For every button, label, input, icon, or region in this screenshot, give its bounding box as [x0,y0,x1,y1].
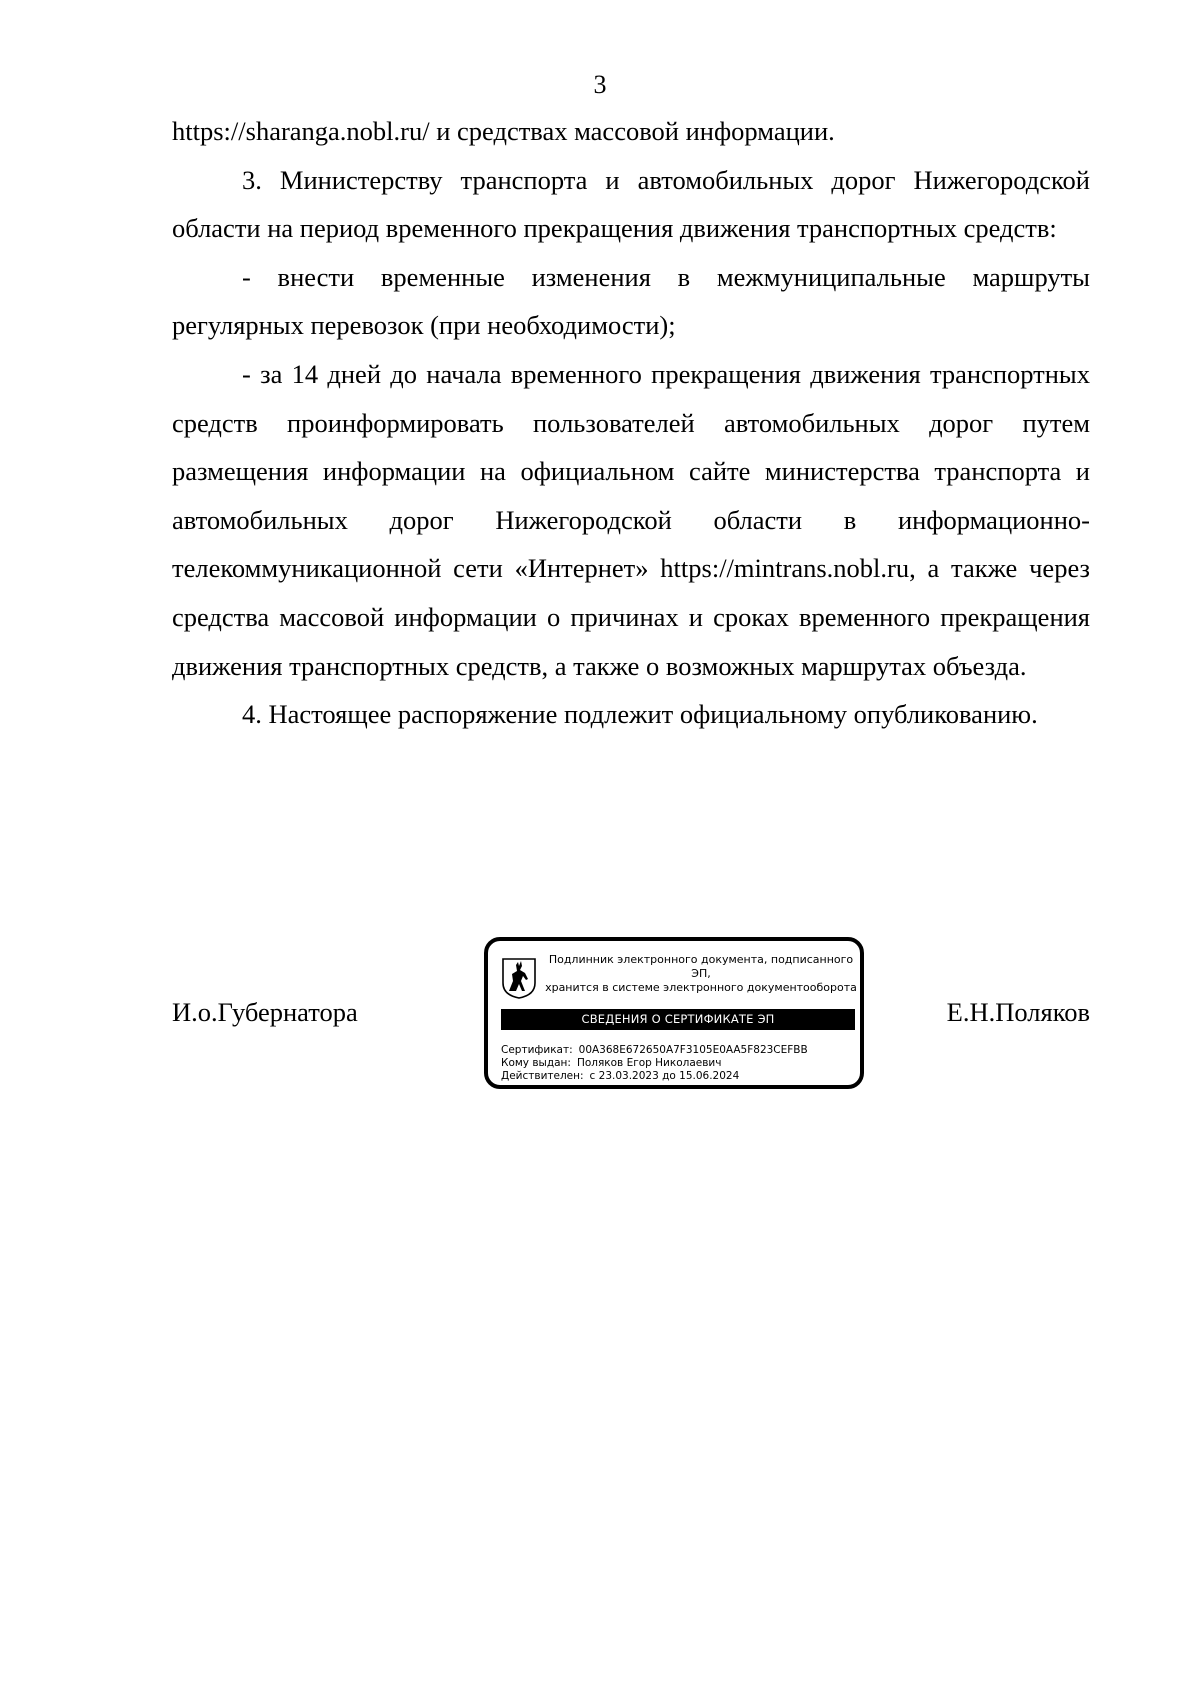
stamp-header-line-1: Подлинник электронного документа, подписанного ЭП, [548,953,854,980]
issued-to-label: Кому выдан: [501,1057,571,1069]
paragraph-item-3: 3. Министерству транспорта и автомобильных дорог Нижегородской области на период временного прекращения движения транспортных средств: [172,164,1090,244]
document-body [172,107,1090,739]
signer-name: Е.Н.Поляков [946,997,1090,1027]
validity-label: Действителен: [501,1070,584,1082]
paragraph-sub-item-inform: - за 14 дней до начала временного прекращения движения транспортных средств проинформировать пользователей автомобильных дорог путем размещения информации на официальном сайте министерства транспорта и автомобильных дорог Нижегородской области в информационно-телекоммуникационной сети «Интернет» https://mintrans.nobl.ru, а также через средства массовой информации о причинах и сроках временного прекращения движения транспортных средств, а также о возможных маршрутах объезда. [172,358,1090,681]
issued-to-value: Поляков Егор Николаевич [576,1057,722,1069]
signer-position: И.о.Губернатора [172,997,358,1027]
validity-value: с 23.03.2023 до 15.06.2024 [589,1070,740,1082]
paragraph-sub-item-routes: - внести временные изменения в межмуниципальные маршруты регулярных перевозок (при необходимости); [172,261,1090,341]
certificate-value: 00A368E672650A7F3105E0AA5F823CEFBB [578,1044,808,1056]
deer-coat-of-arms-icon [501,957,537,999]
certificate-row [501,1044,855,1057]
certificate-label: Сертификат: [501,1044,573,1056]
electronic-signature-stamp [484,937,864,1089]
validity-row [501,1070,855,1083]
signature-block [172,937,1090,1097]
issued-to-row [501,1057,855,1070]
certificate-section-title: СВЕДЕНИЯ О СЕРТИФИКАТЕ ЭП [501,1009,855,1030]
stamp-header-line-2: хранится в системе электронного документооборота [545,981,857,994]
certificate-details [501,1044,855,1083]
page-number: 3 [593,70,607,99]
paragraph-item-4: 4. Настоящее распоряжение подлежит официальному опубликованию. [242,699,1038,730]
paragraph-continuation: https://sharanga.nobl.ru/ и средствах массовой информации. [172,116,835,146]
stamp-header [542,953,860,995]
